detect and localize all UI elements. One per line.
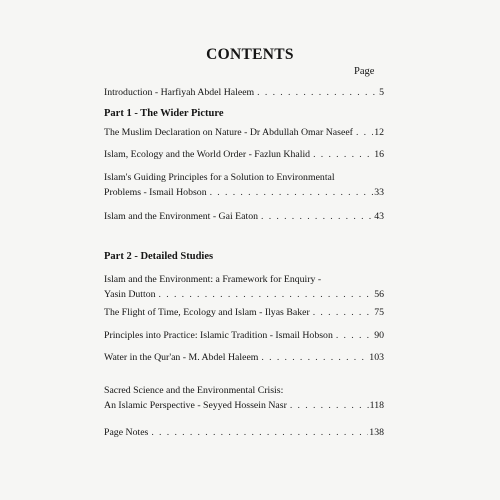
toc-entry-guiding-principles[interactable] — [104, 170, 384, 200]
toc-entry-sacred-science[interactable] — [104, 383, 384, 413]
toc-entry-page: 138 — [369, 427, 384, 438]
toc-entry-title: The Flight of Time, Ecology and Islam - Ilyas Baker — [104, 307, 310, 318]
toc-entry-page: 16 — [374, 149, 384, 160]
part-1-heading: Part 1 - The Wider Picture — [104, 108, 224, 119]
toc-entry-page: 33 — [374, 187, 384, 198]
toc-entry-title: Islam, Ecology and the World Order - Fazlun Khalid — [104, 149, 311, 160]
toc-entry-title: Principles into Practice: Islamic Tradition - Ismail Hobson — [104, 330, 333, 341]
leader-dots — [356, 125, 373, 140]
leader-dots — [313, 147, 373, 162]
toc-entry-title: An Islamic Perspective - Seyyed Hossein Nasr — [104, 400, 287, 411]
toc-entry-page: 12 — [374, 127, 384, 138]
leader-dots — [313, 305, 373, 320]
leader-dots — [290, 398, 369, 413]
leader-dots — [336, 328, 373, 343]
leader-dots — [261, 350, 368, 365]
toc-entry-page: 43 — [374, 211, 384, 222]
contents-heading: CONTENTS — [206, 46, 294, 63]
toc-entry-title: Water in the Qur'an - M. Abdel Haleem — [104, 352, 259, 363]
toc-entry-title: Yasin Dutton — [104, 289, 156, 300]
toc-entry-page: 90 — [374, 330, 384, 341]
leader-dots — [159, 287, 374, 302]
toc-entry-principles-into-practice[interactable] — [104, 328, 384, 343]
leader-dots — [257, 85, 378, 100]
toc-entry-title-line: Islam's Guiding Principles for a Solution to Environmental — [104, 172, 335, 183]
part-2-heading: Part 2 - Detailed Studies — [104, 251, 214, 262]
toc-entry-page: 56 — [374, 289, 384, 300]
toc-entry-water-in-quran[interactable] — [104, 350, 384, 365]
toc-entry-title-line: Islam and the Environment: a Framework for Enquiry - — [104, 274, 322, 285]
toc-entry-page: 75 — [374, 307, 384, 318]
toc-entry-introduction[interactable] — [104, 85, 384, 100]
toc-entry-page: 103 — [369, 352, 384, 363]
toc-entry-title: The Muslim Declaration on Nature - Dr Abdullah Omar Naseef — [104, 127, 353, 138]
toc-entry-flight-of-time[interactable] — [104, 305, 384, 320]
leader-dots — [261, 209, 373, 224]
page-column-label: Page — [354, 66, 375, 77]
leader-dots — [210, 185, 374, 200]
leader-dots — [151, 425, 368, 440]
toc-entry-page: 5 — [379, 87, 384, 98]
toc-entry-title: Problems - Ismail Hobson — [104, 187, 207, 198]
toc-entry-title: Page Notes — [104, 427, 149, 438]
toc-entry-title-line: Sacred Science and the Environmental Crisis: — [104, 385, 284, 396]
toc-entry-page: 118 — [369, 400, 384, 411]
toc-entry-page-notes[interactable] — [104, 425, 384, 440]
toc-entry-title: Islam and the Environment - Gai Eaton — [104, 211, 258, 222]
toc-entry-framework-for-enquiry[interactable] — [104, 272, 384, 302]
toc-entry-title: Introduction - Harfiyah Abdel Haleem — [104, 87, 255, 98]
toc-entry-islam-and-environment-eaton[interactable] — [104, 209, 384, 224]
toc-entry-islam-ecology-world-order[interactable] — [104, 147, 384, 162]
toc-entry-muslim-declaration[interactable] — [104, 125, 384, 140]
